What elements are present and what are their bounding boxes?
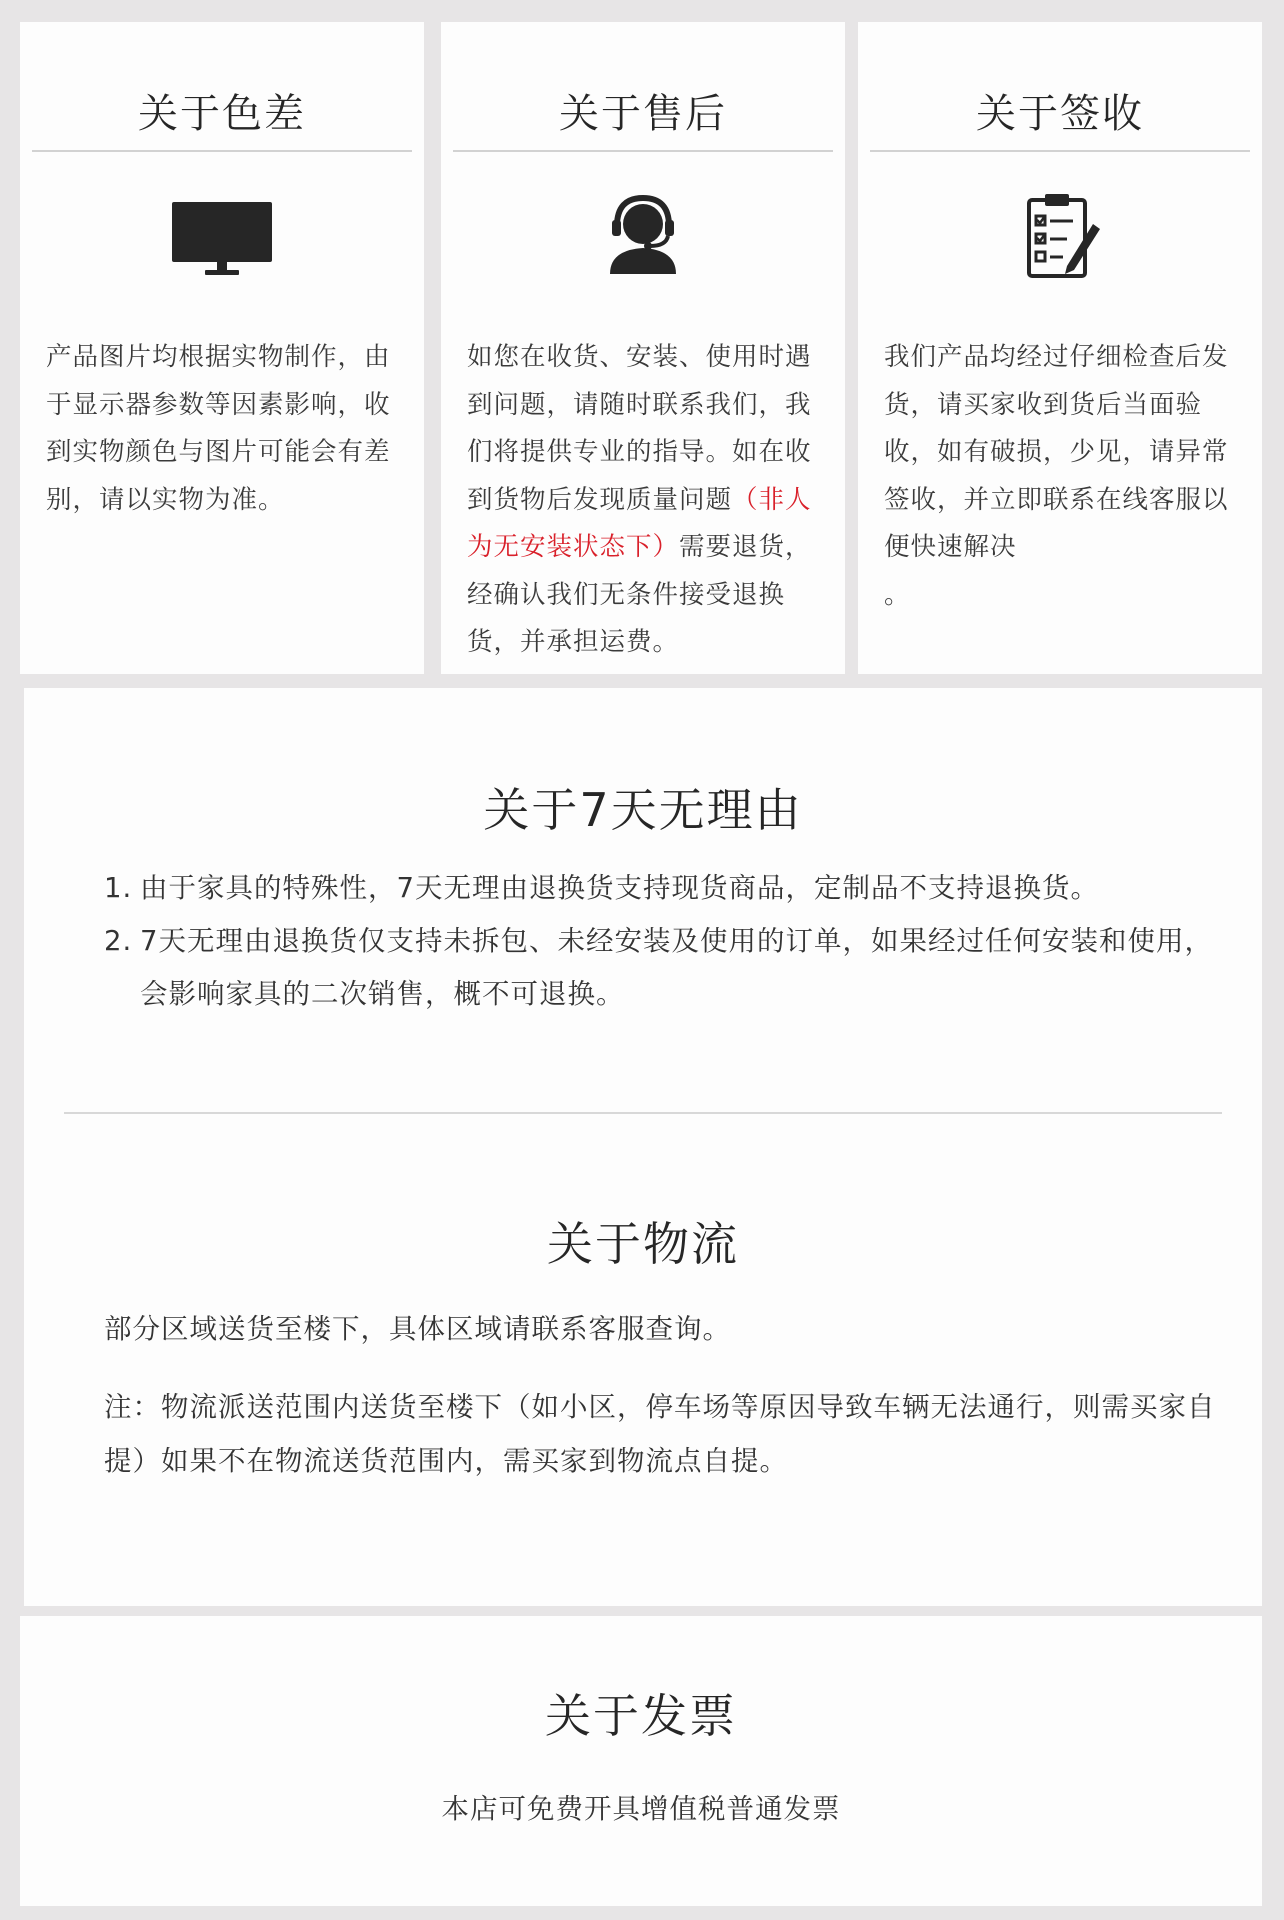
card-description: 产品图片均根据实物制作，由于显示器参数等因素影响，收到实物颜色与图片可能会有差别，请以实物为准。 bbox=[46, 342, 391, 515]
return-policy-title: 关于7天无理由 bbox=[483, 783, 803, 837]
sign-receipt-card bbox=[858, 22, 1262, 674]
logistics-title: 关于物流 bbox=[547, 1217, 739, 1271]
card-text-after: 需要退货，经确认我们无条件接受退换货，并承担运费。 bbox=[467, 532, 812, 657]
invoice-title: 关于发票 bbox=[545, 1689, 737, 1743]
after-sales-card bbox=[441, 22, 845, 674]
card-text-tail: 。 bbox=[884, 579, 911, 610]
card-title: 关于色差 bbox=[138, 91, 306, 137]
list-item bbox=[104, 862, 1226, 915]
list-item bbox=[104, 915, 1226, 1021]
list-item-number: 2. bbox=[104, 925, 133, 957]
list-item-text: 由于家具的特殊性，7天无理由退换货支持现货商品，定制品不支持退换货。 bbox=[140, 872, 1099, 904]
list-item-number: 1. bbox=[104, 872, 133, 904]
card-text: 我们产品均经过仔细检查后发货，请买家收到货后当面验收，如有破损，少见，请异常签收，并立即联系在线客服以便快速解决 bbox=[884, 342, 1229, 562]
invoice-panel bbox=[20, 1616, 1262, 1906]
card-text-before: 如您在收货、安装、使用时遇到问题，请随时联系我们，我们将提供专业的指导。如在收到货物后发现质量问题 bbox=[467, 342, 812, 515]
color-difference-card bbox=[20, 22, 424, 674]
card-title: 关于售后 bbox=[559, 91, 727, 137]
divider bbox=[32, 150, 412, 152]
logistics-line: 部分区域送货至楼下，具体区域请联系客服查询。 bbox=[104, 1313, 731, 1345]
card-description bbox=[884, 334, 1242, 619]
return-policy-list bbox=[104, 862, 1226, 1021]
clipboard-checklist-icon bbox=[1005, 184, 1115, 294]
policy-panel bbox=[24, 688, 1262, 1606]
logistics-note: 注：物流派送范围内送货至楼下（如小区，停车场等原因导致车辆无法通行，则需买家自提）如果不在物流送货范围内，需买家到物流点自提。 bbox=[104, 1391, 1216, 1477]
section-divider bbox=[64, 1112, 1222, 1114]
divider bbox=[870, 150, 1250, 152]
list-item-text: 7天无理由退换货仅支持未拆包、未经安装及使用的订单，如果经过任何安装和使用，会影响家具的二次销售，概不可退换。 bbox=[140, 925, 1213, 1010]
divider bbox=[453, 150, 833, 152]
card-title: 关于签收 bbox=[976, 91, 1144, 137]
card-text-highlight: （非人为无安装状态下） bbox=[467, 484, 812, 562]
monitor-icon bbox=[167, 184, 277, 294]
card-description bbox=[467, 334, 825, 667]
customer-service-icon bbox=[588, 184, 698, 294]
invoice-text: 本店可免费开具增值税普通发票 bbox=[441, 1793, 841, 1825]
